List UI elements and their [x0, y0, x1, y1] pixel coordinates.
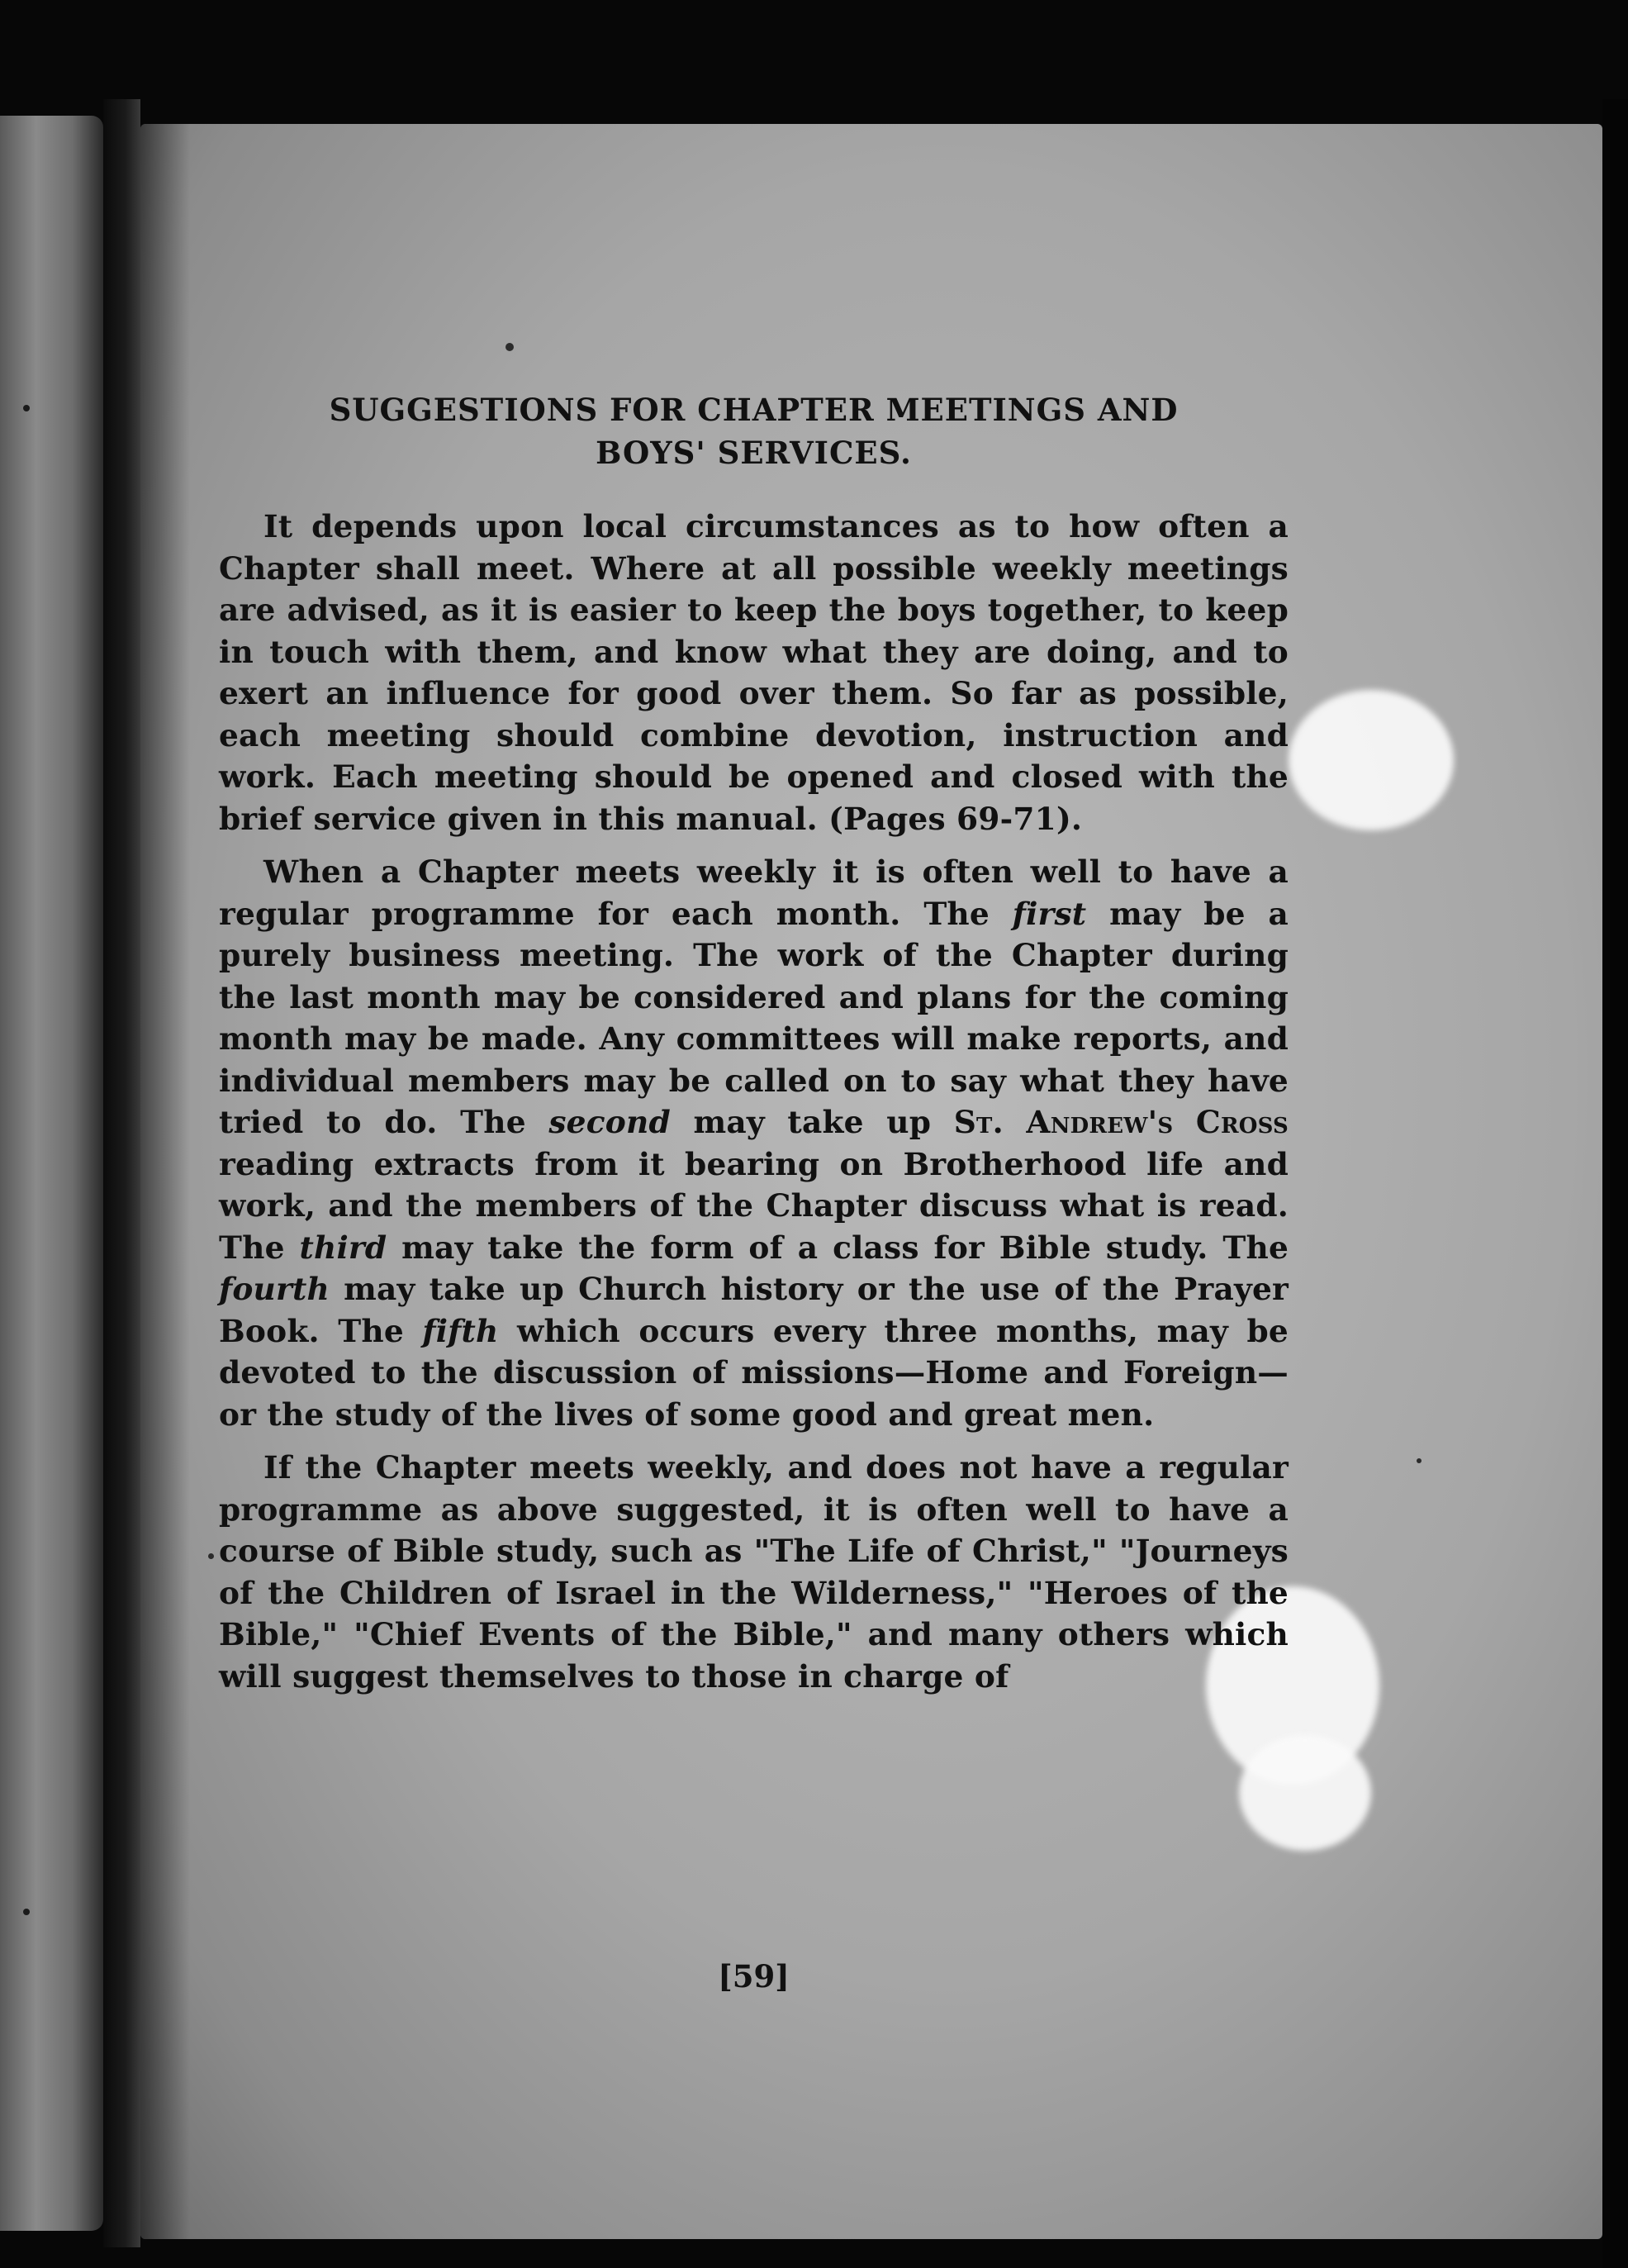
- emphasis-third: third: [299, 1229, 387, 1266]
- paragraph-1: It depends upon local circumstances as to how often a Chapter shall meet. Where at all possible weekly meetings are advised, as it is easier to keep the boys together, to keep in touch with them, and know what they are doing, and to exert an influence for good over them. So far as possible, each meeting should combine devotion, instruction and work. Each meeting should be opened and closed with the brief service given in this manual. (Pages 69-71).: [219, 508, 1289, 837]
- ink-speck: [208, 1553, 214, 1559]
- facing-page-edge: [0, 116, 103, 2231]
- paper-stain: [1289, 690, 1454, 830]
- page-number: [59]: [718, 1958, 790, 1995]
- paper-stain: [1239, 1735, 1371, 1851]
- paragraph-2-text: reading extracts from it bearing on Brotherhood life and work, and the members of the Chapter discuss what is read. The: [219, 1145, 1289, 1266]
- emphasis-fifth: fifth: [422, 1312, 499, 1349]
- ink-speck: [1417, 1458, 1422, 1463]
- page-speck: [23, 1909, 30, 1915]
- paragraph-3: If the Chapter meets weekly, and does not have a regular programme as above suggested, it is often well to have a course of Bible study, such as "The Life of Christ," "Journeys of the Children of Israel in the Wilderness," "Heroes of the Bible," "Chief Events of the Bible," and many others which will suggest themselves to those in charge of: [219, 1449, 1289, 1695]
- emphasis-first: first: [1012, 895, 1087, 932]
- ink-speck: [505, 343, 514, 351]
- magazine-title: St. Andrew's Cross: [953, 1104, 1289, 1140]
- emphasis-second: second: [548, 1104, 671, 1140]
- paragraph-2-text: may take the form of a class for Bible study. The: [387, 1229, 1289, 1266]
- page-text: [219, 388, 1289, 1709]
- page-shadow: [140, 124, 190, 2239]
- heading-line-2: BOYS' SERVICES.: [596, 435, 912, 471]
- heading-line-1: SUGGESTIONS FOR CHAPTER MEETINGS AND: [329, 392, 1179, 428]
- binding-gutter: [103, 99, 140, 2247]
- page-heading: [219, 388, 1289, 474]
- paragraph-2-text: When a Chapter meets weekly it is often well to have a regular programme for each month. The: [219, 853, 1289, 932]
- paragraph-2-text: which occurs every three months, may be devoted to the discussion of missions—Home and Foreign—or the study of the lives of some good and great men.: [219, 1312, 1289, 1433]
- scan-border-right: [1602, 99, 1628, 2268]
- emphasis-fourth: fourth: [219, 1271, 330, 1307]
- paragraph-2-text: may take up: [670, 1104, 954, 1140]
- paragraph-2-text: may be a purely business meeting. The work of the Chapter during the last month may be considered and plans for the coming month may be made. Any committees will make reports, and individual members may be called on to say what they have tried to do. The: [219, 895, 1289, 1140]
- paragraph-2-text: may take up Church history or the use of the Prayer Book. The: [219, 1271, 1289, 1349]
- paragraph-2: [219, 851, 1289, 1435]
- page-speck: [23, 405, 30, 411]
